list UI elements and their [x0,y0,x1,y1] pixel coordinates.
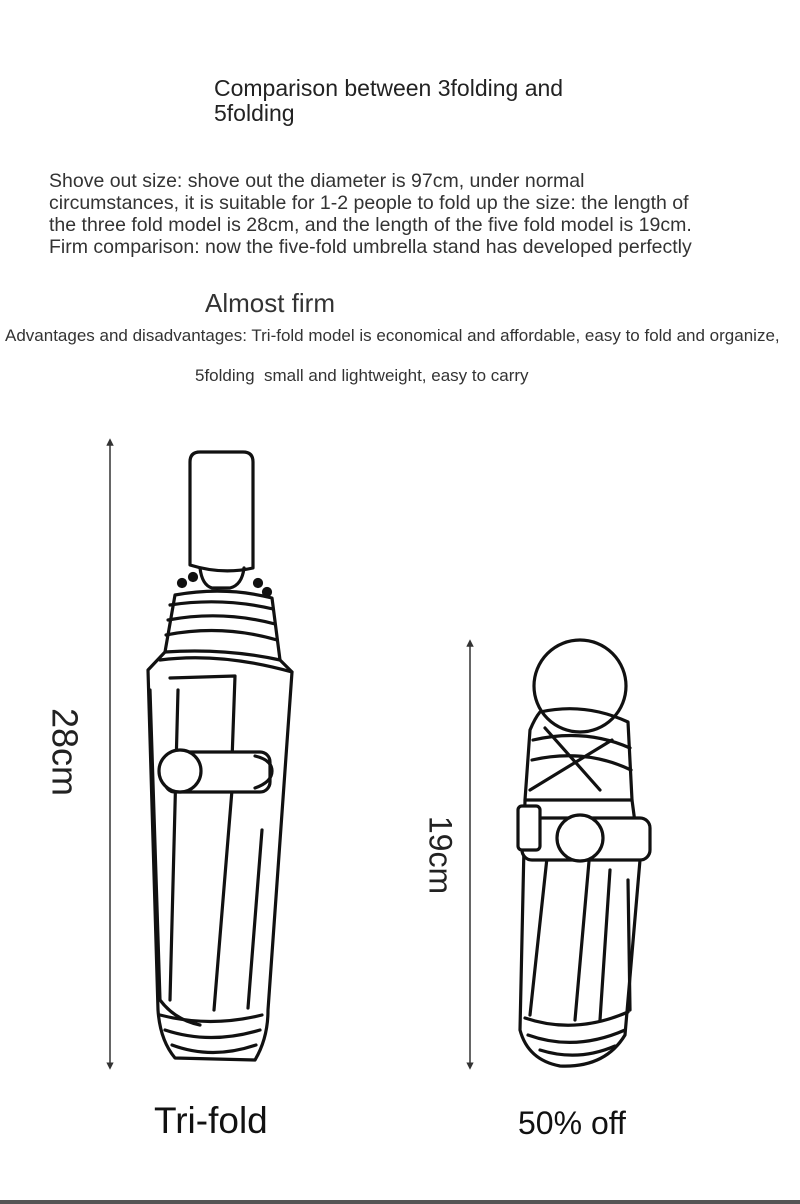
trifold-umbrella-drawing [148,452,292,1060]
description-line: circumstances, it is suitable for 1-2 people to fold up the size: the length of [49,192,689,214]
firm-heading: Almost firm [205,288,335,318]
page-title: Comparison between 3folding and 5folding [214,75,564,126]
fivefold-umbrella-drawing [518,640,650,1066]
fivefold-name-label: 50% off [518,1105,626,1141]
description-line: Firm comparison: now the five-fold umbrella stand has developed perfectly [49,236,692,258]
bottom-divider [0,1200,800,1204]
advantages-text: Advantages and disadvantages: Tri-fold model is economical and affordable, easy to fold and organize, [5,326,780,345]
fivefold-length-label: 19cm [422,815,459,895]
trifold-length-label: 28cm [44,707,86,797]
trifold-name-label: Tri-fold [154,1100,268,1141]
description-line: the three fold model is 28cm, and the length of the five fold model is 19cm. [49,214,692,236]
description-line: Shove out size: shove out the diameter is 97cm, under normal [49,170,585,192]
five-fold-note: 5folding small and lightweight, easy to carry [195,366,529,385]
